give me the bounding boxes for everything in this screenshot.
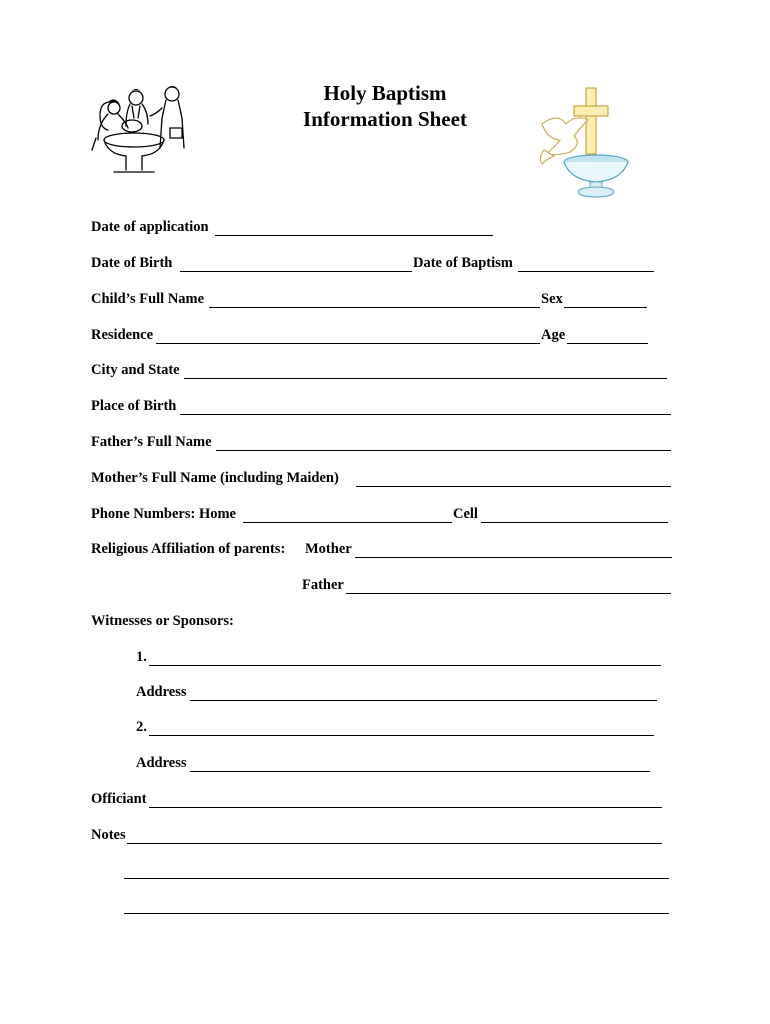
witness-1-label: 1. (136, 649, 147, 665)
city-and-state-label: City and State (91, 362, 180, 378)
date-of-application-field[interactable] (215, 218, 493, 236)
childs-full-name-field[interactable] (209, 290, 540, 308)
age-label: Age (541, 327, 566, 343)
place-of-birth-field[interactable] (180, 397, 671, 415)
officiant-row (0, 790, 770, 808)
religious-affiliation-label: Religious Affiliation of parents: (91, 541, 286, 557)
sex-field[interactable] (564, 290, 647, 308)
notes-field-line-3[interactable] (124, 896, 669, 914)
notes-continuation-row (0, 861, 770, 879)
witness-2-field[interactable] (149, 718, 654, 736)
address-1-row (0, 683, 770, 701)
fathers-full-name-label: Father’s Full Name (91, 434, 212, 450)
city-state-row (0, 361, 770, 379)
mothers-name-row (0, 469, 770, 487)
officiant-label: Officiant (91, 791, 147, 807)
father-affiliation-field[interactable] (346, 576, 671, 594)
title-line-2: Information Sheet (303, 107, 467, 131)
date-of-baptism-label: Date of Baptism (413, 255, 513, 271)
phone-cell-field[interactable] (481, 505, 668, 523)
notes-label: Notes (91, 827, 126, 843)
witnesses-heading: Witnesses or Sponsors: (91, 613, 234, 629)
address-2-row (0, 754, 770, 772)
witness-2-row (0, 718, 770, 736)
fathers-full-name-field[interactable] (216, 433, 671, 451)
city-and-state-field[interactable] (184, 361, 667, 379)
notes-continuation-row (0, 896, 770, 914)
witness-2-label: 2. (136, 719, 147, 735)
date-of-birth-field[interactable] (180, 254, 412, 272)
date-of-birth-row (0, 254, 770, 272)
notes-field-line-1[interactable] (127, 826, 662, 844)
date-of-baptism-field[interactable] (518, 254, 654, 272)
address-2-field[interactable] (190, 754, 650, 772)
witness-1-row (0, 648, 770, 666)
address-1-label: Address (136, 684, 187, 700)
witness-1-field[interactable] (149, 648, 661, 666)
mothers-full-name-label: Mother’s Full Name (including Maiden) (91, 470, 339, 486)
mother-affiliation-field[interactable] (355, 540, 672, 558)
baptism-family-illustration (86, 78, 194, 178)
phone-numbers-row (0, 505, 770, 523)
father-affiliation-label: Father (302, 577, 344, 593)
address-1-field[interactable] (190, 683, 657, 701)
place-of-birth-row (0, 397, 770, 415)
residence-field[interactable] (156, 326, 540, 344)
fathers-name-row (0, 433, 770, 451)
address-2-label: Address (136, 755, 187, 771)
place-of-birth-label: Place of Birth (91, 398, 177, 414)
mother-affiliation-label: Mother (305, 541, 352, 557)
dove-cross-font-illustration (536, 84, 636, 202)
mothers-full-name-field[interactable] (356, 469, 671, 487)
notes-row (0, 826, 770, 844)
officiant-field[interactable] (149, 790, 662, 808)
religious-affiliation-father-row (0, 576, 770, 594)
sex-label: Sex (541, 291, 563, 307)
religious-affiliation-mother-row (0, 540, 770, 558)
date-of-application-row (0, 218, 770, 236)
date-of-birth-label: Date of Birth (91, 255, 173, 271)
phone-home-label: Phone Numbers: Home (91, 506, 236, 522)
date-of-application-label: Date of application (91, 219, 209, 235)
title-line-1: Holy Baptism (323, 81, 447, 105)
residence-row (0, 326, 770, 344)
notes-field-line-2[interactable] (124, 861, 669, 879)
witnesses-heading-row (0, 612, 770, 630)
phone-home-field[interactable] (243, 505, 452, 523)
age-field[interactable] (567, 326, 648, 344)
childs-name-row (0, 290, 770, 308)
residence-label: Residence (91, 327, 154, 343)
phone-cell-label: Cell (453, 506, 478, 522)
childs-full-name-label: Child’s Full Name (91, 291, 205, 307)
